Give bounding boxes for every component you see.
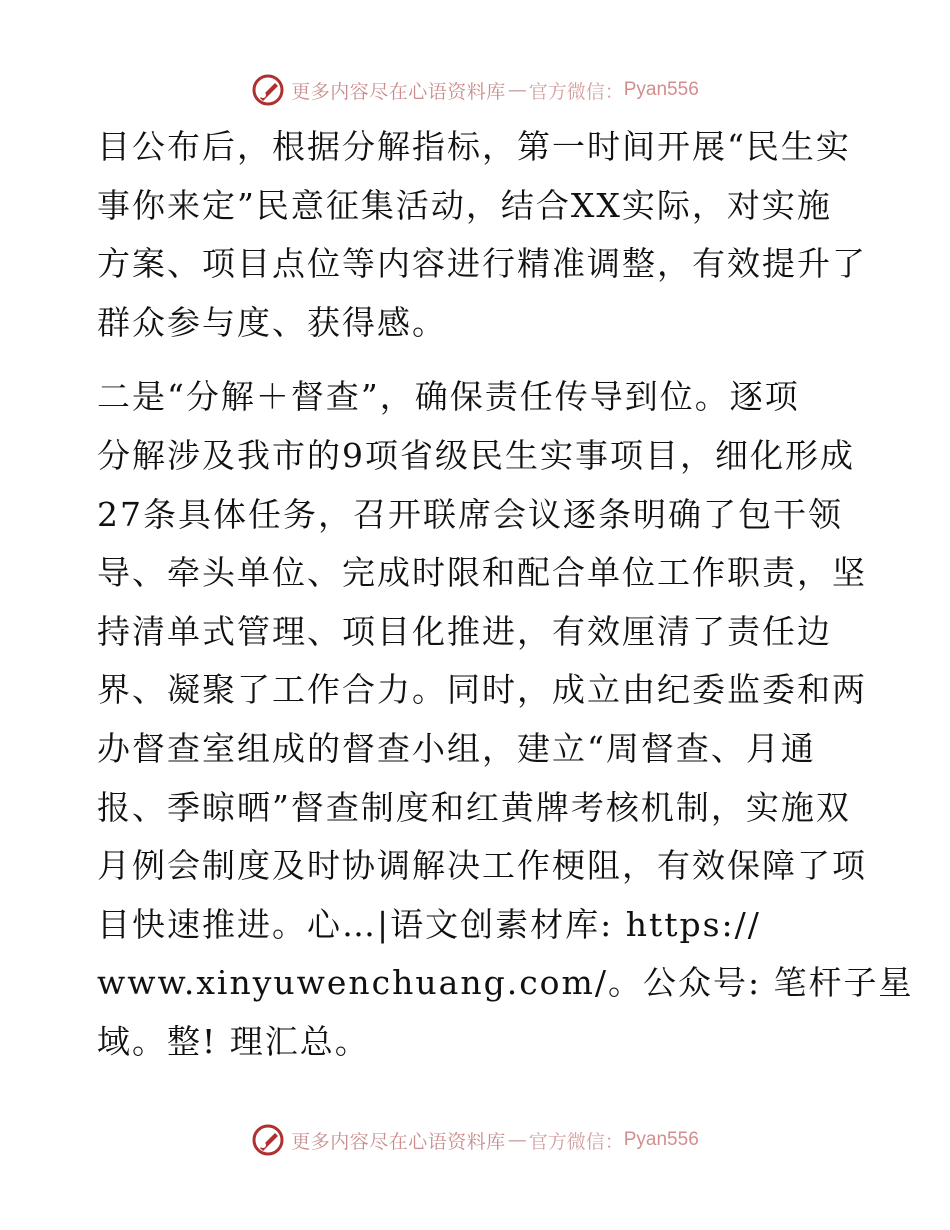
- text-line: 分解涉及我市的9项省级民生实事项目，细化形成: [97, 435, 855, 475]
- text-line: 目公布后，根据分解指标，第一时间开展“民生实: [97, 127, 851, 166]
- text-line: 月例会制度及时协调解决工作梗阻，有效保障了项: [97, 846, 867, 886]
- text-line: 办督查室组成的督查小组，建立“周督查、月通: [97, 728, 816, 768]
- text-line: www.xinyuwenchuang.com/。公众号: 笔杆子星: [97, 963, 914, 1003]
- watermark-text: 更多内容尽在心语资料库: [291, 80, 506, 103]
- text-line: 事你来定”民意征集活动，结合XX实际，对实施: [97, 185, 832, 225]
- document-body: [97, 118, 914, 1072]
- paragraph-1: [97, 118, 867, 352]
- watermark-label: 官方微信：: [528, 1130, 624, 1153]
- text-line: 27条具体任务，召开联席会议逐条明确了包干领: [97, 494, 843, 534]
- text-line: 导、牵头单位、完成时限和配合单位工作职责，坚: [97, 553, 867, 593]
- footer-watermark: [0, 1120, 950, 1160]
- header-watermark: [0, 70, 950, 110]
- watermark-id: Pyan556: [623, 79, 699, 100]
- text-line: 域。整! 理汇总。: [97, 1021, 370, 1061]
- paragraph-2: [97, 368, 914, 1071]
- pen-logo-icon: [251, 1123, 285, 1157]
- pen-logo-icon: [251, 73, 285, 107]
- watermark-label: 官方微信：: [528, 80, 624, 103]
- watermark-separator: —: [507, 1129, 527, 1151]
- text-line: 方案、项目点位等内容进行精准调整，有效提升了: [97, 244, 867, 284]
- text-line: 持清单式管理、项目化推进，有效厘清了责任边: [97, 611, 832, 651]
- text-line: 目快速推进。心…|语文创素材库: https://: [97, 904, 761, 944]
- watermark-text: 更多内容尽在心语资料库: [291, 1130, 506, 1153]
- watermark-separator: —: [507, 79, 527, 101]
- text-line: 群众参与度、获得感。: [97, 302, 447, 342]
- text-line: 界、凝聚了工作合力。同时，成立由纪委监委和两: [97, 670, 867, 710]
- text-line: 二是“分解＋督查”，确保责任传导到位。逐项: [97, 377, 800, 417]
- watermark-id: Pyan556: [623, 1129, 699, 1150]
- text-line: 报、季晾晒”督查制度和红黄牌考核机制，实施双: [97, 787, 851, 827]
